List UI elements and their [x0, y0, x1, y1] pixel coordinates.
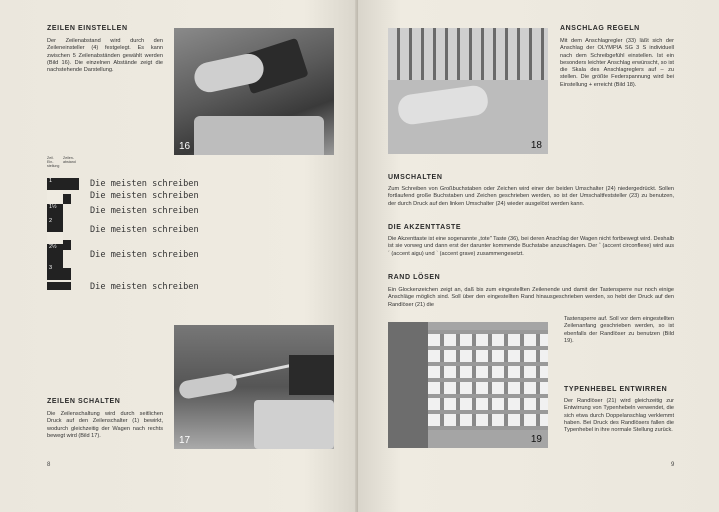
sample-line: Die meisten schreiben — [90, 179, 199, 189]
heading-zeilen-schalten: ZEILEN SCHALTEN — [47, 398, 121, 405]
heading-umschalten: UMSCHALTEN — [388, 174, 443, 181]
hand-shape — [178, 372, 238, 400]
spacing-cell: 1½ — [47, 204, 63, 218]
spacing-cell: 1 — [47, 178, 63, 190]
text-zeilen-schalten: Die Zeilenschaltung wird durch seitlichen Druck auf den Zeilenschalter (1) bewirkt, wodurch gleichzeitig der Wagen nach rechts bewegt wird (Bild 17). — [47, 411, 163, 439]
photo-19 — [388, 322, 548, 448]
spacing-cell: 3 — [47, 260, 63, 280]
column-head-spacing: Zeilen-abstand — [63, 156, 76, 164]
spacing-cell — [63, 240, 71, 250]
page-number-left: 8 — [47, 462, 51, 468]
photo-number: 19 — [530, 434, 542, 445]
column-head-setting: Zeil. Ein-stellung — [47, 156, 60, 168]
sample-line: Die meisten schreiben — [90, 250, 199, 260]
photo-18 — [388, 28, 548, 154]
photo-number: 18 — [530, 140, 542, 151]
spacing-cell — [47, 190, 63, 204]
left-page — [0, 0, 358, 512]
spacing-cell: 2 — [47, 218, 63, 232]
spacing-cell — [63, 178, 79, 190]
heading-anschlag-regeln: ANSCHLAG REGELN — [560, 25, 640, 32]
spacing-cell: 2½ — [47, 244, 63, 260]
sample-line: Die meisten schreiben — [90, 206, 199, 216]
sample-line: Die meisten schreiben — [90, 282, 199, 292]
spacing-cell — [63, 268, 71, 280]
text-rand-loesen: Ein Glockenzeichen zeigt an, daß bis zum eingestellten Zeilenende und damit der Tastensperre nur noch einige Anschläge möglich sind. Soll über den eingestellten Rand hinausgeschrieben werden, so hebt der Druck auf den Randlöser (21) die — [388, 287, 674, 308]
heading-zeilen-einstellen: ZEILEN EINSTELLEN — [47, 25, 128, 32]
spacing-cell — [47, 282, 71, 290]
heading-akzenttaste: DIE AKZENTTASTE — [388, 224, 462, 231]
text-akzenttaste: Die Akzenttaste ist eine sogenannte „tote" Taste (36), bei deren Anschlag der Wagen nicht fortbewegt wird. Deshalb ist sie vorweg und dann erst der darunter kommende Buchstabe anzuschlagen. Der ˆ (accent circonflexe) wird aus ´ (accent aigu) und ` (accent grave) zusammengesetzt. — [388, 236, 674, 257]
spacing-cell — [47, 232, 63, 244]
sample-line: Die meisten schreiben — [90, 191, 199, 201]
text-anschlag-regeln: Mit dem Anschlagregler (33) läßt sich der Anschlag der OLYMPIA SG 3 S individuell nach dem Schreibgefühl einstellen. Ist ein besonders leichter Anschlag erwünscht, so ist die Skala des Anschlagreglers auf – zu stellen. Die größte Federspannung wird bei Einstellung + erreicht (Bild 18). — [560, 38, 674, 88]
photo-number: 16 — [179, 141, 191, 152]
keyboard-keys — [388, 28, 548, 88]
sample-line: Die meisten schreiben — [90, 225, 199, 235]
text-rand-loesen-cont: Tastensperre auf. Soll vor dem eingestellten Zeilenanfang geschrieben werden, so ist ebenfalls der Randlöser zu benutzen (Bild 19). — [564, 316, 674, 344]
spacing-cell — [63, 194, 71, 204]
right-page — [358, 0, 719, 512]
heading-rand-loesen: RAND LÖSEN — [388, 274, 441, 281]
text-typenhebel: Der Randlöser (21) wird gleichzeitig zur Entwirrung von Typenhebeln verwendet, die sich etwa durch Doppelanschlag verklemmt haben. Bei Druck des Randlösers fallen die Typenhebel in ihre normale Stellung zurück. — [564, 398, 674, 434]
photo-16 — [174, 28, 334, 155]
text-umschalten: Zum Schreiben von Großbuchstaben oder Zeichen wird einer der beiden Umschalter (24) niedergedrückt. Sollen fortlaufend große Buchstaben und Zeichen geschrieben werden, so ist der Umschaltfeststeller (23) zu benutzen, der durch Druck auf den linken Umschalter (24) wieder ausgelöst werden kann. — [388, 186, 674, 207]
page-number-right: 9 — [671, 462, 675, 468]
text-zeilen-einstellen: Der Zeilenabstand wird durch den Zeileneinsteller (4) festgelegt. Es kann zwischen 5 Zeilenabständen gewählt werden (Bild 16). Die einzelnen Abstände zeigt die nachstehende Darstellung. — [47, 38, 163, 74]
heading-typenhebel: TYPENHEBEL ENTWIRREN — [564, 386, 668, 393]
photo-17 — [174, 325, 334, 449]
keyboard-keys — [428, 330, 548, 430]
photo-number: 17 — [179, 435, 191, 446]
